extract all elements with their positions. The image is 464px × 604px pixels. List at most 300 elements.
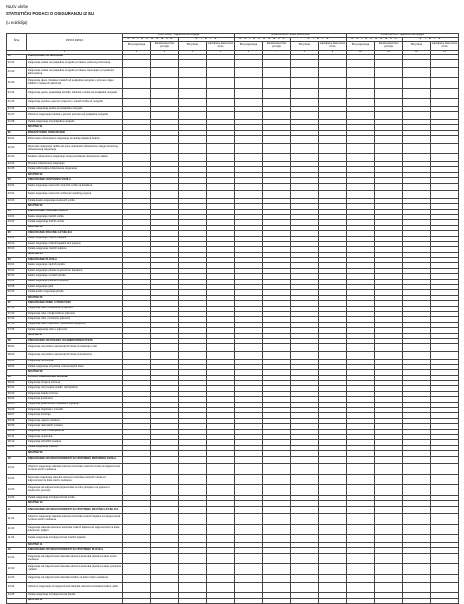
value-cell[interactable] xyxy=(235,88,263,99)
value-cell[interactable] xyxy=(263,136,291,144)
value-cell[interactable] xyxy=(403,524,431,535)
value-cell[interactable] xyxy=(151,67,179,78)
value-cell[interactable] xyxy=(123,575,151,583)
value-cell[interactable] xyxy=(207,575,235,583)
value-cell[interactable] xyxy=(179,564,207,575)
value-cell[interactable] xyxy=(179,136,207,144)
value-cell[interactable] xyxy=(235,112,263,120)
value-cell[interactable] xyxy=(319,464,347,475)
value-cell[interactable] xyxy=(347,485,375,496)
value-cell[interactable] xyxy=(179,112,207,120)
value-cell[interactable] xyxy=(347,535,375,543)
value-cell[interactable] xyxy=(151,524,179,535)
value-cell[interactable] xyxy=(263,344,291,352)
value-cell[interactable] xyxy=(375,575,403,583)
value-cell[interactable] xyxy=(123,88,151,99)
value-cell[interactable] xyxy=(207,506,235,514)
value-cell[interactable] xyxy=(291,88,319,99)
value-cell[interactable] xyxy=(179,524,207,535)
value-cell[interactable] xyxy=(291,524,319,535)
value-cell[interactable] xyxy=(123,351,151,359)
value-cell[interactable] xyxy=(347,67,375,78)
value-cell[interactable] xyxy=(347,183,375,191)
value-cell[interactable] xyxy=(291,474,319,485)
value-cell[interactable] xyxy=(235,464,263,475)
value-cell[interactable] xyxy=(235,183,263,191)
value-cell[interactable] xyxy=(291,456,319,464)
value-cell[interactable] xyxy=(403,464,431,475)
value-cell[interactable] xyxy=(375,553,403,564)
value-cell[interactable] xyxy=(263,598,291,603)
value-cell[interactable] xyxy=(375,154,403,162)
value-cell[interactable] xyxy=(319,154,347,162)
value-cell[interactable] xyxy=(179,183,207,191)
value-cell[interactable] xyxy=(151,456,179,464)
value-cell[interactable] xyxy=(319,598,347,603)
value-cell[interactable] xyxy=(347,575,375,583)
value-cell[interactable] xyxy=(291,112,319,120)
value-cell[interactable] xyxy=(347,143,375,154)
value-cell[interactable] xyxy=(375,582,403,593)
value-cell[interactable] xyxy=(375,183,403,191)
value-cell[interactable] xyxy=(151,506,179,514)
value-cell[interactable] xyxy=(375,598,403,603)
value-cell[interactable] xyxy=(235,564,263,575)
value-cell[interactable] xyxy=(151,514,179,525)
value-cell[interactable] xyxy=(347,99,375,107)
value-cell[interactable] xyxy=(123,183,151,191)
value-cell[interactable] xyxy=(207,99,235,107)
value-cell[interactable] xyxy=(431,485,459,496)
value-cell[interactable] xyxy=(123,99,151,107)
value-cell[interactable] xyxy=(347,553,375,564)
value-cell[interactable] xyxy=(347,136,375,144)
value-cell[interactable] xyxy=(207,514,235,525)
value-cell[interactable] xyxy=(431,456,459,464)
value-cell[interactable] xyxy=(179,60,207,68)
value-cell[interactable] xyxy=(291,154,319,162)
value-cell[interactable] xyxy=(207,351,235,359)
value-cell[interactable] xyxy=(207,136,235,144)
value-cell[interactable] xyxy=(151,474,179,485)
value-cell[interactable] xyxy=(347,154,375,162)
value-cell[interactable] xyxy=(403,598,431,603)
value-cell[interactable] xyxy=(235,456,263,464)
value-cell[interactable] xyxy=(403,485,431,496)
value-cell[interactable] xyxy=(375,99,403,107)
value-cell[interactable] xyxy=(319,60,347,68)
value-cell[interactable] xyxy=(403,351,431,359)
value-cell[interactable] xyxy=(179,535,207,543)
value-cell[interactable] xyxy=(291,183,319,191)
value-cell[interactable] xyxy=(291,575,319,583)
value-cell[interactable] xyxy=(319,88,347,99)
value-cell[interactable] xyxy=(319,514,347,525)
value-cell[interactable] xyxy=(291,143,319,154)
value-cell[interactable] xyxy=(375,191,403,199)
value-cell[interactable] xyxy=(291,78,319,89)
value-cell[interactable] xyxy=(431,506,459,514)
value-cell[interactable] xyxy=(319,474,347,485)
value-cell[interactable] xyxy=(291,464,319,475)
value-cell[interactable] xyxy=(207,485,235,496)
value-cell[interactable] xyxy=(179,99,207,107)
value-cell[interactable] xyxy=(123,191,151,199)
value-cell[interactable] xyxy=(123,456,151,464)
value-cell[interactable] xyxy=(123,514,151,525)
value-cell[interactable] xyxy=(151,88,179,99)
value-cell[interactable] xyxy=(403,456,431,464)
value-cell[interactable] xyxy=(403,183,431,191)
value-cell[interactable] xyxy=(235,154,263,162)
value-cell[interactable] xyxy=(235,136,263,144)
value-cell[interactable] xyxy=(179,474,207,485)
value-cell[interactable] xyxy=(431,67,459,78)
value-cell[interactable] xyxy=(263,60,291,68)
value-cell[interactable] xyxy=(319,344,347,352)
value-cell[interactable] xyxy=(291,582,319,593)
value-cell[interactable] xyxy=(263,191,291,199)
value-cell[interactable] xyxy=(151,183,179,191)
value-cell[interactable] xyxy=(179,553,207,564)
value-cell[interactable] xyxy=(319,351,347,359)
value-cell[interactable] xyxy=(207,344,235,352)
value-cell[interactable] xyxy=(403,136,431,144)
value-cell[interactable] xyxy=(347,474,375,485)
value-cell[interactable] xyxy=(291,598,319,603)
value-cell[interactable] xyxy=(207,598,235,603)
value-cell[interactable] xyxy=(207,154,235,162)
value-cell[interactable] xyxy=(347,524,375,535)
value-cell[interactable] xyxy=(123,136,151,144)
value-cell[interactable] xyxy=(319,191,347,199)
value-cell[interactable] xyxy=(403,143,431,154)
value-cell[interactable] xyxy=(179,143,207,154)
value-cell[interactable] xyxy=(291,485,319,496)
value-cell[interactable] xyxy=(263,575,291,583)
value-cell[interactable] xyxy=(431,474,459,485)
value-cell[interactable] xyxy=(375,143,403,154)
value-cell[interactable] xyxy=(263,112,291,120)
value-cell[interactable] xyxy=(151,485,179,496)
value-cell[interactable] xyxy=(431,464,459,475)
value-cell[interactable] xyxy=(375,456,403,464)
value-cell[interactable] xyxy=(123,582,151,593)
value-cell[interactable] xyxy=(207,524,235,535)
value-cell[interactable] xyxy=(123,474,151,485)
value-cell[interactable] xyxy=(347,191,375,199)
value-cell[interactable] xyxy=(235,99,263,107)
value-cell[interactable] xyxy=(431,553,459,564)
value-cell[interactable] xyxy=(403,575,431,583)
value-cell[interactable] xyxy=(291,344,319,352)
value-cell[interactable] xyxy=(431,136,459,144)
value-cell[interactable] xyxy=(179,485,207,496)
value-cell[interactable] xyxy=(151,464,179,475)
value-cell[interactable] xyxy=(263,456,291,464)
value-cell[interactable] xyxy=(235,575,263,583)
value-cell[interactable] xyxy=(235,524,263,535)
value-cell[interactable] xyxy=(347,456,375,464)
value-cell[interactable] xyxy=(431,351,459,359)
value-cell[interactable] xyxy=(319,99,347,107)
value-cell[interactable] xyxy=(263,553,291,564)
value-cell[interactable] xyxy=(207,564,235,575)
value-cell[interactable] xyxy=(403,344,431,352)
value-cell[interactable] xyxy=(403,191,431,199)
value-cell[interactable] xyxy=(291,514,319,525)
value-cell[interactable] xyxy=(151,582,179,593)
value-cell[interactable] xyxy=(319,143,347,154)
value-cell[interactable] xyxy=(319,136,347,144)
value-cell[interactable] xyxy=(375,464,403,475)
value-cell[interactable] xyxy=(179,88,207,99)
value-cell[interactable] xyxy=(431,598,459,603)
value-cell[interactable] xyxy=(375,524,403,535)
value-cell[interactable] xyxy=(235,598,263,603)
value-cell[interactable] xyxy=(179,575,207,583)
value-cell[interactable] xyxy=(123,524,151,535)
value-cell[interactable] xyxy=(375,136,403,144)
value-cell[interactable] xyxy=(347,564,375,575)
value-cell[interactable] xyxy=(319,78,347,89)
value-cell[interactable] xyxy=(403,99,431,107)
value-cell[interactable] xyxy=(123,112,151,120)
value-cell[interactable] xyxy=(151,575,179,583)
value-cell[interactable] xyxy=(263,99,291,107)
value-cell[interactable] xyxy=(403,112,431,120)
value-cell[interactable] xyxy=(347,582,375,593)
value-cell[interactable] xyxy=(123,143,151,154)
value-cell[interactable] xyxy=(123,78,151,89)
value-cell[interactable] xyxy=(179,351,207,359)
value-cell[interactable] xyxy=(123,60,151,68)
value-cell[interactable] xyxy=(403,553,431,564)
value-cell[interactable] xyxy=(431,582,459,593)
value-cell[interactable] xyxy=(207,474,235,485)
value-cell[interactable] xyxy=(123,464,151,475)
value-cell[interactable] xyxy=(263,485,291,496)
value-cell[interactable] xyxy=(263,506,291,514)
value-cell[interactable] xyxy=(207,60,235,68)
value-cell[interactable] xyxy=(235,535,263,543)
value-cell[interactable] xyxy=(347,506,375,514)
value-cell[interactable] xyxy=(235,514,263,525)
value-cell[interactable] xyxy=(151,78,179,89)
value-cell[interactable] xyxy=(207,582,235,593)
value-cell[interactable] xyxy=(151,553,179,564)
value-cell[interactable] xyxy=(431,99,459,107)
value-cell[interactable] xyxy=(151,60,179,68)
value-cell[interactable] xyxy=(431,112,459,120)
value-cell[interactable] xyxy=(123,553,151,564)
value-cell[interactable] xyxy=(263,183,291,191)
value-cell[interactable] xyxy=(375,485,403,496)
value-cell[interactable] xyxy=(375,344,403,352)
value-cell[interactable] xyxy=(403,60,431,68)
value-cell[interactable] xyxy=(319,112,347,120)
value-cell[interactable] xyxy=(207,456,235,464)
value-cell[interactable] xyxy=(431,564,459,575)
value-cell[interactable] xyxy=(151,598,179,603)
value-cell[interactable] xyxy=(291,191,319,199)
value-cell[interactable] xyxy=(179,456,207,464)
value-cell[interactable] xyxy=(291,564,319,575)
value-cell[interactable] xyxy=(151,191,179,199)
value-cell[interactable] xyxy=(403,535,431,543)
value-cell[interactable] xyxy=(347,344,375,352)
value-cell[interactable] xyxy=(235,506,263,514)
value-cell[interactable] xyxy=(207,112,235,120)
value-cell[interactable] xyxy=(375,78,403,89)
value-cell[interactable] xyxy=(235,474,263,485)
value-cell[interactable] xyxy=(263,474,291,485)
value-cell[interactable] xyxy=(291,136,319,144)
value-cell[interactable] xyxy=(123,506,151,514)
value-cell[interactable] xyxy=(291,553,319,564)
value-cell[interactable] xyxy=(431,575,459,583)
value-cell[interactable] xyxy=(123,535,151,543)
value-cell[interactable] xyxy=(431,524,459,535)
value-cell[interactable] xyxy=(207,67,235,78)
value-cell[interactable] xyxy=(431,154,459,162)
value-cell[interactable] xyxy=(179,67,207,78)
value-cell[interactable] xyxy=(319,553,347,564)
value-cell[interactable] xyxy=(179,78,207,89)
value-cell[interactable] xyxy=(263,143,291,154)
value-cell[interactable] xyxy=(319,524,347,535)
value-cell[interactable] xyxy=(263,535,291,543)
value-cell[interactable] xyxy=(207,78,235,89)
value-cell[interactable] xyxy=(375,112,403,120)
value-cell[interactable] xyxy=(347,78,375,89)
value-cell[interactable] xyxy=(151,99,179,107)
value-cell[interactable] xyxy=(403,88,431,99)
value-cell[interactable] xyxy=(319,564,347,575)
value-cell[interactable] xyxy=(319,183,347,191)
value-cell[interactable] xyxy=(319,67,347,78)
value-cell[interactable] xyxy=(235,78,263,89)
value-cell[interactable] xyxy=(207,88,235,99)
value-cell[interactable] xyxy=(179,582,207,593)
value-cell[interactable] xyxy=(291,60,319,68)
value-cell[interactable] xyxy=(291,351,319,359)
value-cell[interactable] xyxy=(431,60,459,68)
value-cell[interactable] xyxy=(431,183,459,191)
value-cell[interactable] xyxy=(375,535,403,543)
value-cell[interactable] xyxy=(403,582,431,593)
value-cell[interactable] xyxy=(291,506,319,514)
value-cell[interactable] xyxy=(207,464,235,475)
value-cell[interactable] xyxy=(431,143,459,154)
value-cell[interactable] xyxy=(431,514,459,525)
value-cell[interactable] xyxy=(207,191,235,199)
value-cell[interactable] xyxy=(291,535,319,543)
value-cell[interactable] xyxy=(263,514,291,525)
value-cell[interactable] xyxy=(319,575,347,583)
value-cell[interactable] xyxy=(347,112,375,120)
value-cell[interactable] xyxy=(375,564,403,575)
value-cell[interactable] xyxy=(375,67,403,78)
value-cell[interactable] xyxy=(403,154,431,162)
value-cell[interactable] xyxy=(179,506,207,514)
value-cell[interactable] xyxy=(347,598,375,603)
value-cell[interactable] xyxy=(319,582,347,593)
value-cell[interactable] xyxy=(151,136,179,144)
value-cell[interactable] xyxy=(179,344,207,352)
value-cell[interactable] xyxy=(235,143,263,154)
value-cell[interactable] xyxy=(431,191,459,199)
value-cell[interactable] xyxy=(263,67,291,78)
value-cell[interactable] xyxy=(319,535,347,543)
value-cell[interactable] xyxy=(403,67,431,78)
value-cell[interactable] xyxy=(431,88,459,99)
value-cell[interactable] xyxy=(207,553,235,564)
value-cell[interactable] xyxy=(207,143,235,154)
value-cell[interactable] xyxy=(291,67,319,78)
value-cell[interactable] xyxy=(403,506,431,514)
value-cell[interactable] xyxy=(179,464,207,475)
value-cell[interactable] xyxy=(263,524,291,535)
value-cell[interactable] xyxy=(235,351,263,359)
value-cell[interactable] xyxy=(123,344,151,352)
value-cell[interactable] xyxy=(403,564,431,575)
value-cell[interactable] xyxy=(403,514,431,525)
value-cell[interactable] xyxy=(235,582,263,593)
value-cell[interactable] xyxy=(263,564,291,575)
value-cell[interactable] xyxy=(235,485,263,496)
value-cell[interactable] xyxy=(403,78,431,89)
value-cell[interactable] xyxy=(207,535,235,543)
value-cell[interactable] xyxy=(263,464,291,475)
value-cell[interactable] xyxy=(347,88,375,99)
value-cell[interactable] xyxy=(151,351,179,359)
value-cell[interactable] xyxy=(235,60,263,68)
value-cell[interactable] xyxy=(151,112,179,120)
value-cell[interactable] xyxy=(263,582,291,593)
value-cell[interactable] xyxy=(375,351,403,359)
value-cell[interactable] xyxy=(319,456,347,464)
value-cell[interactable] xyxy=(179,191,207,199)
value-cell[interactable] xyxy=(123,154,151,162)
value-cell[interactable] xyxy=(235,67,263,78)
value-cell[interactable] xyxy=(319,506,347,514)
value-cell[interactable] xyxy=(151,154,179,162)
value-cell[interactable] xyxy=(347,60,375,68)
value-cell[interactable] xyxy=(151,535,179,543)
value-cell[interactable] xyxy=(375,88,403,99)
value-cell[interactable] xyxy=(123,564,151,575)
value-cell[interactable] xyxy=(151,344,179,352)
value-cell[interactable] xyxy=(179,598,207,603)
value-cell[interactable] xyxy=(235,344,263,352)
value-cell[interactable] xyxy=(263,351,291,359)
value-cell[interactable] xyxy=(263,154,291,162)
value-cell[interactable] xyxy=(151,143,179,154)
value-cell[interactable] xyxy=(375,60,403,68)
value-cell[interactable] xyxy=(179,514,207,525)
value-cell[interactable] xyxy=(403,474,431,485)
value-cell[interactable] xyxy=(263,88,291,99)
value-cell[interactable] xyxy=(347,464,375,475)
value-cell[interactable] xyxy=(319,485,347,496)
value-cell[interactable] xyxy=(291,99,319,107)
value-cell[interactable] xyxy=(347,514,375,525)
value-cell[interactable] xyxy=(431,535,459,543)
value-cell[interactable] xyxy=(375,506,403,514)
value-cell[interactable] xyxy=(151,564,179,575)
value-cell[interactable] xyxy=(207,183,235,191)
